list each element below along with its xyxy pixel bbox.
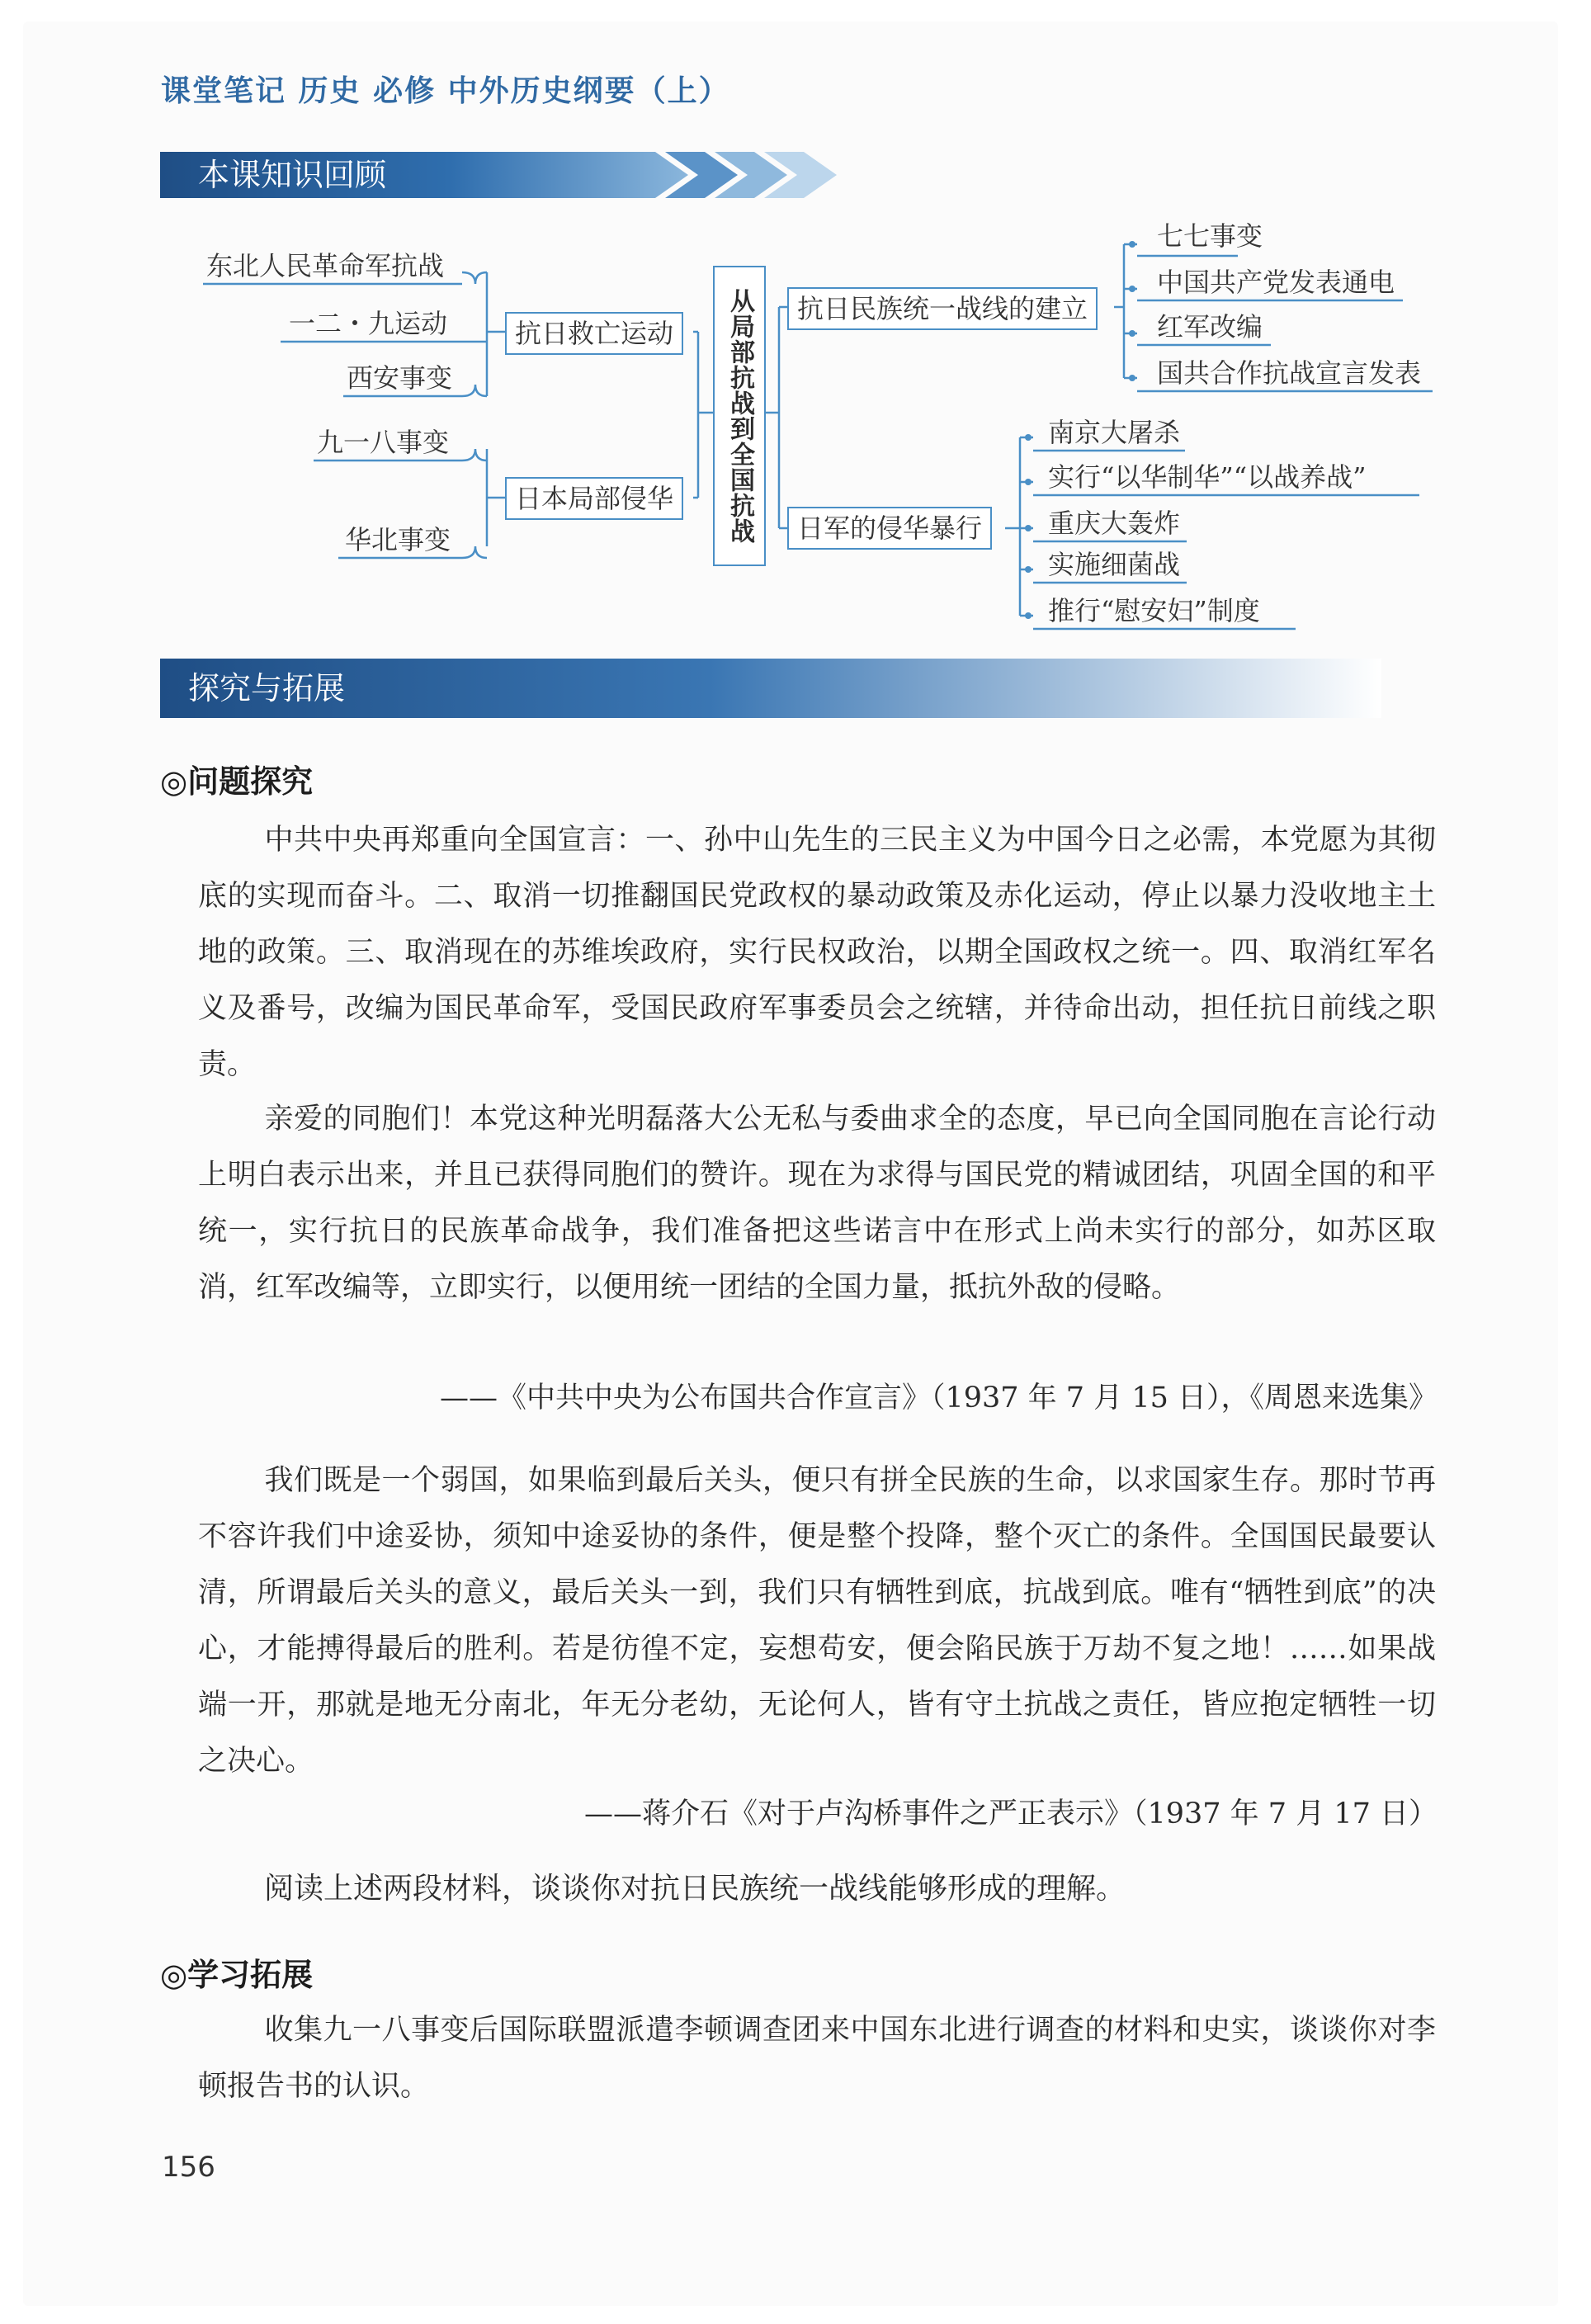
map-leaf: 九一八事变 [317,427,450,458]
passage1-paragraph1 [198,812,1436,1093]
extension-paragraph [198,2002,1436,2114]
map-leaf: 东北人民革命军抗战 [206,250,445,281]
passage-text: 我们既是一个弱国，如果临到最后关头，便只有拼全民族的生命，以求国家生存。那时节再不容许我们中途妥协，须知中途妥协的条件，便是整个投降，整个灭亡的条件。全国国民最要认清，所谓最后关头的意义，最后关头一到，我们只有牺牲到底，抗战到底。唯有“牺牲到底”的决心，才能搏得最后的胜利。若是彷徨不定，妄想苟安，便会陷民族于万劫不复之地！……如果战端一开，那就是地无分南北，年无分老幼，无论何人，皆有守土抗战之责任，皆应抱定牺牲一切之决心。 [198,1464,1436,1778]
page-number: 156 [162,2151,215,2184]
map-branch-box: 日军的侵华暴行 [787,507,992,550]
explore-banner [160,659,1381,718]
map-leaf: 重庆大轰炸 [1048,508,1181,539]
map-leaf: 西安事变 [347,362,453,394]
inquiry-heading: ◎问题探究 [160,763,314,800]
extension-text: 收集九一八事变后国际联盟派遣李顿调查团来中国东北进行调查的材料和史实，谈谈你对李顿报告书的认识。 [198,2014,1436,2103]
map-leaf: 一二・九运动 [289,308,448,339]
map-leaf: 国共合作抗战宣言发表 [1157,357,1422,389]
map-leaf: 中国共产党发表通电 [1157,267,1395,298]
map-leaf: 红军改编 [1157,311,1263,342]
map-branch-box: 日本局部侵华 [505,477,683,520]
review-banner-title: 本课知识回顾 [198,157,387,193]
map-branch-box: 抗日救亡运动 [505,312,683,355]
map-leaf: 华北事变 [345,524,451,555]
map-branch-box: 抗日民族统一战线的建立 [787,287,1098,330]
passage-text: 亲爱的同胞们！本党这种光明磊落大公无私与委曲求全的态度，早已向全国同胞在言论行动上明白表示出来，并且已获得同胞们的赞许。现在为求得与国民党的精诚团结，巩固全国的和平统一，实行抗日的民族革命战争，我们准备把这些诺言中在形式上尚未实行的部分，如苏区取消，红军改编等，立即实行，以便用统一团结的全国力量，抵抗外敌的侵略。 [198,1103,1436,1304]
passage2-source: ——蒋介石《对于卢沟桥事件之严正表示》（1937 年 7 月 17 日） [583,1797,1438,1830]
map-leaf: 实施细菌战 [1048,549,1181,580]
map-leaf: 推行“慰安妇”制度 [1048,595,1260,626]
mind-map [0,0,1591,660]
map-leaf: 实行“以华制华”“以战养战” [1048,461,1367,493]
passage1-source: ——《中共中央为公布国共合作宣言》（1937 年 7 月 15 日），《周恩来选集》 [439,1382,1438,1415]
passage-text: 中共中央再郑重向全国宣言：一、孙中山先生的三民主义为中国今日之必需，本党愿为其彻底的实现而奋斗。二、取消一切推翻国民党政权的暴动政策及赤化运动，停止以暴力没收地主土地的政策。三、取消现在的苏维埃政府，实行民权政治，以期全国政权之统一。四、取消红军名义及番号，改编为国民革命军，受国民政府军事委员会之统辖，并待命出动，担任抗日前线之职责。 [198,824,1436,1081]
extension-heading: ◎学习拓展 [160,1957,314,1993]
explore-banner-title: 探究与拓展 [188,670,346,706]
map-center-topic: 从局部抗战到全国抗战 [713,266,766,566]
map-leaf: 七七事变 [1157,220,1263,252]
map-leaf: 南京大屠杀 [1048,417,1181,448]
passage1-paragraph2 [198,1091,1436,1316]
passage2-paragraph [198,1452,1436,1789]
mind-map-lines [0,0,1591,660]
running-title: 课堂笔记 历史 必修 中外历史纲要（上） [161,74,730,108]
question-prompt: 阅读上述两段材料，谈谈你对抗日民族统一战线能够形成的理解。 [264,1872,1126,1906]
